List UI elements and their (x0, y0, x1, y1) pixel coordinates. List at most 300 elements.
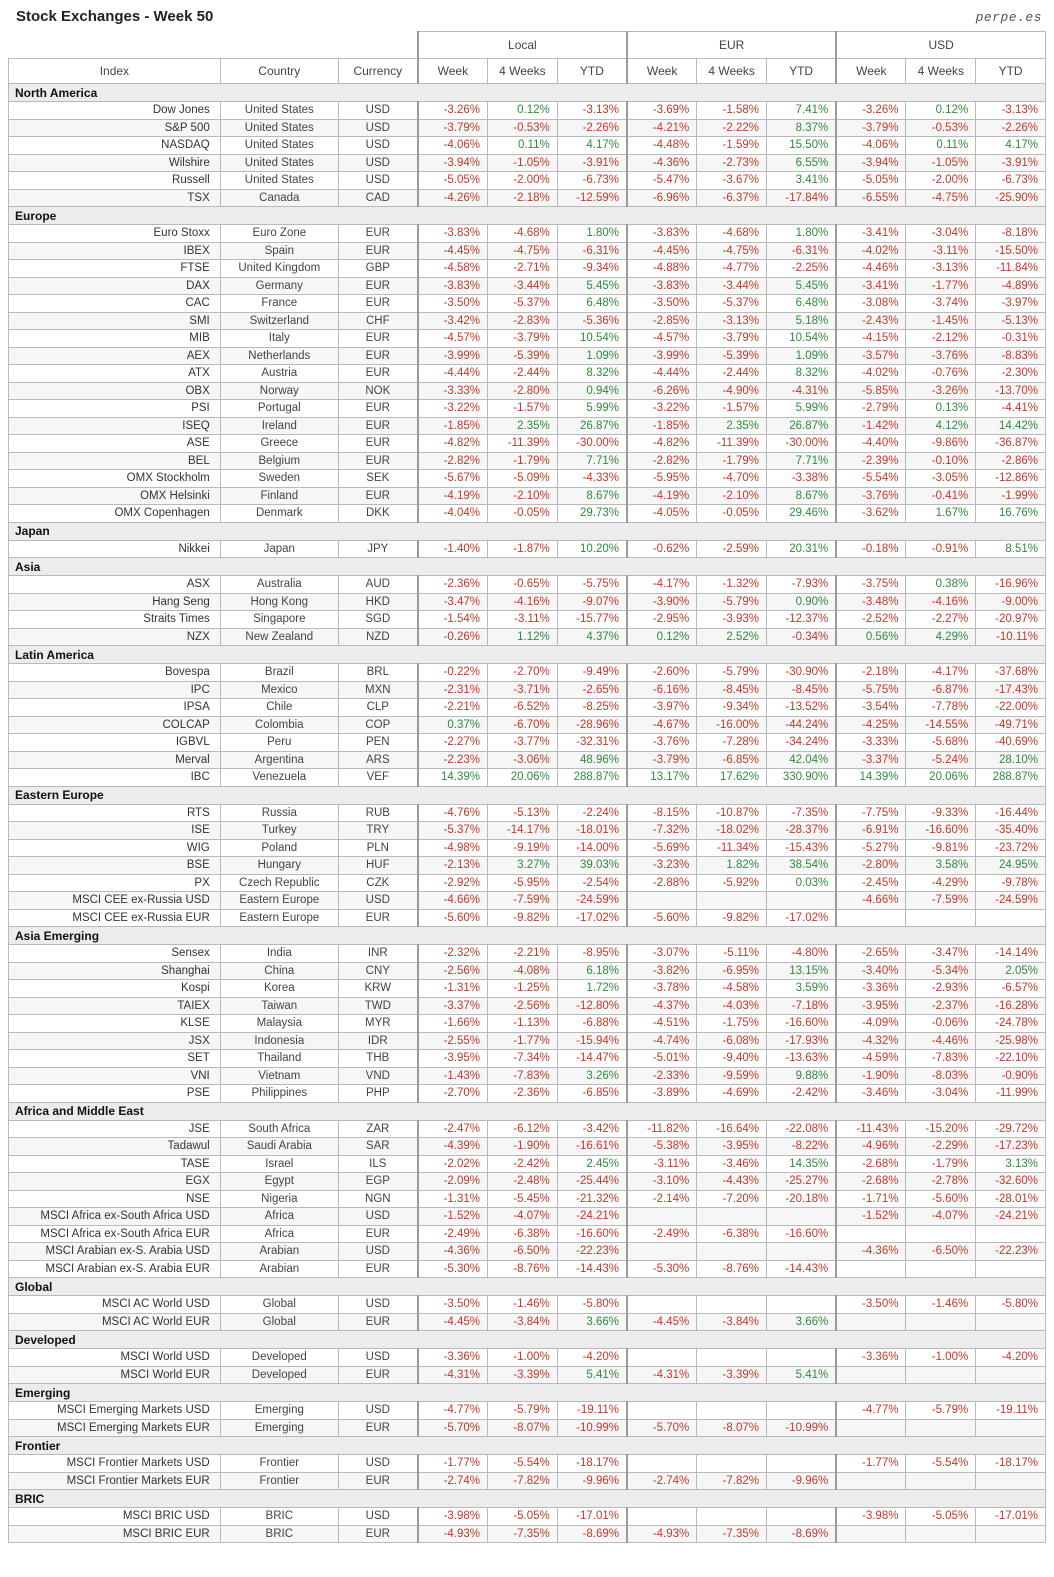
index-name: OMX Copenhagen (9, 505, 221, 523)
cell-usd-4weeks: -2.29% (906, 1138, 976, 1156)
currency-code: PHP (338, 1085, 417, 1103)
cell-usd-ytd: -35.40% (976, 822, 1046, 840)
cell-eur-ytd: 5.41% (766, 1366, 836, 1384)
header-local-ytd: YTD (557, 59, 627, 84)
cell-usd-week: -3.57% (836, 347, 906, 365)
table-row (9, 839, 1046, 857)
cell-usd-week: -11.43% (836, 1120, 906, 1138)
cell-eur-week: -2.49% (627, 1225, 697, 1243)
cell-local-ytd: -14.47% (557, 1050, 627, 1068)
cell-local-ytd: -10.99% (557, 1419, 627, 1437)
header-local-week: Week (418, 59, 488, 84)
header-group-local: Local (418, 32, 627, 59)
cell-local-week: -2.09% (418, 1173, 488, 1191)
cell-eur-week: -8.15% (627, 804, 697, 822)
cell-eur-4weeks: -4.75% (697, 242, 767, 260)
cell-eur-4weeks (697, 1349, 767, 1367)
table-row (9, 260, 1046, 278)
cell-local-ytd: -28.96% (557, 716, 627, 734)
cell-usd-ytd: -1.99% (976, 487, 1046, 505)
cell-eur-week: -4.57% (627, 330, 697, 348)
cell-local-week: -4.31% (418, 1366, 488, 1384)
table-row (9, 909, 1046, 927)
table-body (9, 84, 1046, 1543)
cell-eur-week: 13.17% (627, 769, 697, 787)
cell-eur-week: -1.85% (627, 417, 697, 435)
cell-usd-ytd: -16.96% (976, 576, 1046, 594)
cell-usd-ytd: -5.13% (976, 312, 1046, 330)
cell-eur-ytd: -10.99% (766, 1419, 836, 1437)
currency-code: IDR (338, 1032, 417, 1050)
currency-code: DKK (338, 505, 417, 523)
cell-eur-4weeks: -3.93% (697, 611, 767, 629)
cell-local-ytd: -25.44% (557, 1173, 627, 1191)
index-name: SET (9, 1050, 221, 1068)
cell-eur-week: -5.60% (627, 909, 697, 927)
cell-local-ytd: -24.21% (557, 1208, 627, 1226)
cell-usd-week: -3.48% (836, 593, 906, 611)
cell-eur-ytd: 10.54% (766, 330, 836, 348)
index-name: TASE (9, 1155, 221, 1173)
cell-local-week: -3.42% (418, 312, 488, 330)
index-name: IBC (9, 769, 221, 787)
cell-local-ytd: -17.01% (557, 1508, 627, 1526)
index-name: COLCAP (9, 716, 221, 734)
cell-usd-week (836, 909, 906, 927)
cell-usd-4weeks: -2.27% (906, 611, 976, 629)
cell-eur-week: -3.89% (627, 1085, 697, 1103)
country-name: Peru (220, 734, 338, 752)
cell-usd-4weeks: -0.91% (906, 540, 976, 558)
cell-eur-ytd: 42.04% (766, 751, 836, 769)
cell-eur-4weeks: -9.59% (697, 1067, 767, 1085)
index-name: MSCI Emerging Markets USD (9, 1402, 221, 1420)
cell-local-4weeks: -7.82% (488, 1472, 558, 1490)
cell-eur-ytd: 13.15% (766, 962, 836, 980)
cell-local-4weeks: -4.08% (488, 962, 558, 980)
table-row (9, 874, 1046, 892)
table-row (9, 857, 1046, 875)
cell-eur-week: -2.82% (627, 452, 697, 470)
cell-eur-ytd: 330.90% (766, 769, 836, 787)
cell-eur-week: -4.74% (627, 1032, 697, 1050)
cell-eur-4weeks: -6.08% (697, 1032, 767, 1050)
currency-code: EUR (338, 242, 417, 260)
index-name: MSCI Frontier Markets EUR (9, 1472, 221, 1490)
cell-eur-week (627, 1455, 697, 1473)
stock-exchange-table (8, 31, 1046, 1543)
currency-code: BRL (338, 664, 417, 682)
index-name: ASE (9, 435, 221, 453)
table-row (9, 1032, 1046, 1050)
cell-local-week: -5.70% (418, 1419, 488, 1437)
currency-code: CNY (338, 962, 417, 980)
cell-local-ytd: -30.00% (557, 435, 627, 453)
cell-eur-ytd: 3.41% (766, 172, 836, 190)
cell-local-4weeks: 20.06% (488, 769, 558, 787)
country-name: Global (220, 1313, 338, 1331)
cell-local-ytd: 2.45% (557, 1155, 627, 1173)
currency-code: USD (338, 1508, 417, 1526)
cell-eur-ytd: 9.88% (766, 1067, 836, 1085)
cell-local-4weeks: -5.79% (488, 1402, 558, 1420)
cell-usd-week: -4.66% (836, 892, 906, 910)
cell-usd-week (836, 1260, 906, 1278)
cell-eur-week: -3.97% (627, 699, 697, 717)
cell-eur-ytd: -22.08% (766, 1120, 836, 1138)
cell-usd-ytd: -17.43% (976, 681, 1046, 699)
table-group-row (9, 1384, 1046, 1402)
cell-local-4weeks: -3.71% (488, 681, 558, 699)
index-name: PSI (9, 400, 221, 418)
cell-usd-4weeks (906, 1525, 976, 1543)
cell-local-4weeks: -4.07% (488, 1208, 558, 1226)
country-name: BRIC (220, 1525, 338, 1543)
cell-usd-week: -4.02% (836, 365, 906, 383)
table-row (9, 1419, 1046, 1437)
cell-eur-ytd: -15.43% (766, 839, 836, 857)
cell-usd-ytd: -10.11% (976, 628, 1046, 646)
cell-usd-week (836, 1313, 906, 1331)
country-name: Saudi Arabia (220, 1138, 338, 1156)
cell-eur-week: 0.12% (627, 628, 697, 646)
cell-local-ytd: -22.23% (557, 1243, 627, 1261)
currency-code: COP (338, 716, 417, 734)
currency-code: EUR (338, 1366, 417, 1384)
cell-eur-4weeks: -4.43% (697, 1173, 767, 1191)
cell-usd-week: -4.02% (836, 242, 906, 260)
cell-local-ytd: -3.13% (557, 102, 627, 120)
currency-code: NZD (338, 628, 417, 646)
cell-local-week: -1.66% (418, 1015, 488, 1033)
cell-usd-week: -2.68% (836, 1155, 906, 1173)
cell-local-4weeks: -6.52% (488, 699, 558, 717)
cell-local-ytd: -8.69% (557, 1525, 627, 1543)
cell-eur-4weeks: -4.58% (697, 980, 767, 998)
cell-local-week: -4.57% (418, 330, 488, 348)
index-name: IBEX (9, 242, 221, 260)
cell-eur-week: -3.76% (627, 734, 697, 752)
cell-local-4weeks: -2.42% (488, 1155, 558, 1173)
table-group-row (9, 1437, 1046, 1455)
cell-usd-week: -3.37% (836, 751, 906, 769)
header-eur-week: Week (627, 59, 697, 84)
cell-usd-4weeks: -3.04% (906, 1085, 976, 1103)
cell-usd-week: -2.43% (836, 312, 906, 330)
cell-usd-week: -2.65% (836, 945, 906, 963)
currency-code: CLP (338, 699, 417, 717)
cell-local-week: -4.58% (418, 260, 488, 278)
index-name: MSCI World EUR (9, 1366, 221, 1384)
cell-eur-ytd: -13.63% (766, 1050, 836, 1068)
cell-usd-week: -1.90% (836, 1067, 906, 1085)
cell-local-ytd: -4.20% (557, 1349, 627, 1367)
cell-eur-4weeks (697, 892, 767, 910)
cell-usd-week: -1.77% (836, 1455, 906, 1473)
currency-code: USD (338, 1455, 417, 1473)
country-name: Sweden (220, 470, 338, 488)
cell-eur-week: -4.45% (627, 242, 697, 260)
cell-eur-4weeks: -6.38% (697, 1225, 767, 1243)
cell-eur-4weeks (697, 1296, 767, 1314)
country-name: Arabian (220, 1260, 338, 1278)
cell-eur-week: -4.31% (627, 1366, 697, 1384)
cell-usd-4weeks: -1.77% (906, 277, 976, 295)
cell-local-week: -4.26% (418, 189, 488, 207)
cell-local-4weeks: -6.50% (488, 1243, 558, 1261)
country-name: Mexico (220, 681, 338, 699)
currency-code: USD (338, 154, 417, 172)
brand-label: perpe.es (975, 10, 1042, 25)
cell-eur-week: -5.47% (627, 172, 697, 190)
index-name: NZX (9, 628, 221, 646)
cell-local-ytd: -16.60% (557, 1225, 627, 1243)
cell-local-ytd: 7.71% (557, 452, 627, 470)
table-row (9, 699, 1046, 717)
cell-eur-ytd: -28.37% (766, 822, 836, 840)
table-row (9, 1260, 1046, 1278)
currency-code: USD (338, 1402, 417, 1420)
cell-local-week: -1.40% (418, 540, 488, 558)
cell-usd-ytd: 24.95% (976, 857, 1046, 875)
cell-local-4weeks: -9.19% (488, 839, 558, 857)
cell-usd-ytd: -25.98% (976, 1032, 1046, 1050)
country-name: Eastern Europe (220, 909, 338, 927)
cell-eur-ytd (766, 1508, 836, 1526)
cell-eur-week (627, 1349, 697, 1367)
cell-eur-week: -4.36% (627, 154, 697, 172)
cell-local-ytd: 29.73% (557, 505, 627, 523)
cell-local-ytd: 4.37% (557, 628, 627, 646)
table-header-groups (9, 32, 1046, 59)
cell-local-week: -4.36% (418, 1243, 488, 1261)
cell-local-4weeks: -8.76% (488, 1260, 558, 1278)
cell-usd-4weeks (906, 1472, 976, 1490)
table-row (9, 1313, 1046, 1331)
cell-eur-ytd: -2.42% (766, 1085, 836, 1103)
cell-usd-4weeks: 0.11% (906, 137, 976, 155)
cell-eur-4weeks (697, 1508, 767, 1526)
cell-eur-week: -3.99% (627, 347, 697, 365)
cell-usd-week: -3.98% (836, 1508, 906, 1526)
cell-usd-4weeks: -9.81% (906, 839, 976, 857)
cell-local-week: -4.44% (418, 365, 488, 383)
cell-eur-ytd: -16.60% (766, 1015, 836, 1033)
cell-local-4weeks: -1.00% (488, 1349, 558, 1367)
cell-local-week: -4.04% (418, 505, 488, 523)
cell-local-ytd: 8.32% (557, 365, 627, 383)
cell-usd-ytd: -40.69% (976, 734, 1046, 752)
index-name: AEX (9, 347, 221, 365)
cell-eur-4weeks: -1.75% (697, 1015, 767, 1033)
cell-eur-week: -5.70% (627, 1419, 697, 1437)
table-row (9, 892, 1046, 910)
cell-usd-week: -1.71% (836, 1190, 906, 1208)
cell-eur-week: -3.79% (627, 751, 697, 769)
index-name: MSCI CEE ex-Russia USD (9, 892, 221, 910)
cell-local-week: -5.05% (418, 172, 488, 190)
cell-local-4weeks: 2.35% (488, 417, 558, 435)
country-name: United States (220, 102, 338, 120)
country-name: South Africa (220, 1120, 338, 1138)
cell-local-4weeks: -1.79% (488, 452, 558, 470)
index-name: Shanghai (9, 962, 221, 980)
cell-usd-ytd: -11.99% (976, 1085, 1046, 1103)
cell-local-week: -5.30% (418, 1260, 488, 1278)
cell-local-week: -4.93% (418, 1525, 488, 1543)
cell-eur-ytd (766, 1455, 836, 1473)
cell-local-ytd: -9.34% (557, 260, 627, 278)
cell-eur-4weeks: -6.37% (697, 189, 767, 207)
cell-eur-4weeks: -7.35% (697, 1525, 767, 1543)
country-name: Chile (220, 699, 338, 717)
index-name: OMX Helsinki (9, 487, 221, 505)
cell-eur-4weeks: -3.84% (697, 1313, 767, 1331)
cell-eur-week (627, 1243, 697, 1261)
table-group-row (9, 646, 1046, 664)
cell-local-4weeks: -2.36% (488, 1085, 558, 1103)
cell-usd-4weeks (906, 1419, 976, 1437)
country-name: Korea (220, 980, 338, 998)
cell-eur-4weeks: -9.82% (697, 909, 767, 927)
cell-usd-ytd: -2.86% (976, 452, 1046, 470)
cell-local-4weeks: -3.44% (488, 277, 558, 295)
group-label: North America (9, 84, 1046, 102)
cell-usd-week: -3.50% (836, 1296, 906, 1314)
cell-usd-4weeks: -5.24% (906, 751, 976, 769)
cell-eur-week: -2.33% (627, 1067, 697, 1085)
cell-eur-week: -5.69% (627, 839, 697, 857)
cell-usd-ytd: 16.76% (976, 505, 1046, 523)
cell-local-week: -3.94% (418, 154, 488, 172)
currency-code: ZAR (338, 1120, 417, 1138)
currency-code: EGP (338, 1173, 417, 1191)
cell-local-ytd: -18.01% (557, 822, 627, 840)
cell-usd-week: -4.25% (836, 716, 906, 734)
cell-local-ytd: -4.33% (557, 470, 627, 488)
country-name: Nigeria (220, 1190, 338, 1208)
cell-local-ytd: 1.09% (557, 347, 627, 365)
cell-eur-ytd: -7.35% (766, 804, 836, 822)
cell-eur-ytd: -7.93% (766, 576, 836, 594)
index-name: OBX (9, 382, 221, 400)
cell-usd-week: -4.09% (836, 1015, 906, 1033)
cell-local-ytd: -14.43% (557, 1260, 627, 1278)
cell-usd-4weeks: -5.79% (906, 1402, 976, 1420)
cell-usd-ytd: -37.68% (976, 664, 1046, 682)
cell-local-ytd: -8.95% (557, 945, 627, 963)
currency-code: USD (338, 1208, 417, 1226)
currency-code: EUR (338, 1472, 417, 1490)
cell-eur-4weeks: -16.00% (697, 716, 767, 734)
cell-eur-ytd: -8.69% (766, 1525, 836, 1543)
table-header-columns (9, 59, 1046, 84)
table-row (9, 1015, 1046, 1033)
group-label: Latin America (9, 646, 1046, 664)
country-name: Brazil (220, 664, 338, 682)
cell-usd-4weeks: -6.87% (906, 681, 976, 699)
country-name: Denmark (220, 505, 338, 523)
cell-usd-week: -3.75% (836, 576, 906, 594)
cell-local-week: -2.21% (418, 699, 488, 717)
cell-usd-ytd: -24.59% (976, 892, 1046, 910)
cell-usd-4weeks: -9.86% (906, 435, 976, 453)
cell-local-ytd: -14.00% (557, 839, 627, 857)
cell-local-week: -3.83% (418, 277, 488, 295)
cell-local-ytd: -32.31% (557, 734, 627, 752)
cell-usd-4weeks: 1.67% (906, 505, 976, 523)
cell-usd-ytd: 28.10% (976, 751, 1046, 769)
cell-eur-week: -4.93% (627, 1525, 697, 1543)
header-local-4weeks: 4 Weeks (488, 59, 558, 84)
index-name: ASX (9, 576, 221, 594)
cell-usd-week: -4.77% (836, 1402, 906, 1420)
currency-code: SGD (338, 611, 417, 629)
cell-usd-ytd: -12.86% (976, 470, 1046, 488)
cell-usd-ytd: -25.90% (976, 189, 1046, 207)
cell-eur-week: -4.48% (627, 137, 697, 155)
table-row (9, 1138, 1046, 1156)
cell-local-week: -2.92% (418, 874, 488, 892)
cell-eur-ytd: 14.35% (766, 1155, 836, 1173)
cell-usd-ytd: -2.30% (976, 365, 1046, 383)
cell-eur-4weeks: -4.03% (697, 997, 767, 1015)
cell-local-4weeks: -11.39% (488, 435, 558, 453)
table-row (9, 540, 1046, 558)
currency-code: USD (338, 1296, 417, 1314)
cell-eur-ytd: -30.90% (766, 664, 836, 682)
country-name: New Zealand (220, 628, 338, 646)
table-row (9, 1190, 1046, 1208)
table-row (9, 242, 1046, 260)
table-group-row (9, 558, 1046, 576)
group-label: Africa and Middle East (9, 1102, 1046, 1120)
cell-usd-4weeks: -3.04% (906, 225, 976, 243)
cell-usd-ytd: 3.13% (976, 1155, 1046, 1173)
cell-usd-4weeks: -4.75% (906, 189, 976, 207)
cell-usd-4weeks (906, 1313, 976, 1331)
cell-usd-ytd: -17.23% (976, 1138, 1046, 1156)
cell-usd-ytd (976, 1313, 1046, 1331)
cell-usd-week: -5.54% (836, 470, 906, 488)
cell-eur-4weeks: -9.34% (697, 699, 767, 717)
cell-eur-ytd (766, 1296, 836, 1314)
country-name: Taiwan (220, 997, 338, 1015)
cell-local-4weeks: -4.16% (488, 593, 558, 611)
cell-usd-ytd: -23.72% (976, 839, 1046, 857)
cell-eur-ytd: 3.66% (766, 1313, 836, 1331)
group-label: Emerging (9, 1384, 1046, 1402)
cell-usd-4weeks: 0.12% (906, 102, 976, 120)
cell-local-ytd: 39.03% (557, 857, 627, 875)
cell-eur-ytd: -7.18% (766, 997, 836, 1015)
table-row (9, 664, 1046, 682)
country-name: BRIC (220, 1508, 338, 1526)
cell-local-week: -2.47% (418, 1120, 488, 1138)
index-name: MIB (9, 330, 221, 348)
cell-eur-4weeks: -8.76% (697, 1260, 767, 1278)
cell-eur-ytd: 29.46% (766, 505, 836, 523)
cell-usd-week: -1.52% (836, 1208, 906, 1226)
table-group-row (9, 1102, 1046, 1120)
table-row (9, 470, 1046, 488)
cell-usd-week: -3.36% (836, 1349, 906, 1367)
index-name: ISE (9, 822, 221, 840)
country-name: Germany (220, 277, 338, 295)
cell-usd-week: -4.96% (836, 1138, 906, 1156)
cell-usd-ytd (976, 1525, 1046, 1543)
cell-eur-ytd: 26.87% (766, 417, 836, 435)
